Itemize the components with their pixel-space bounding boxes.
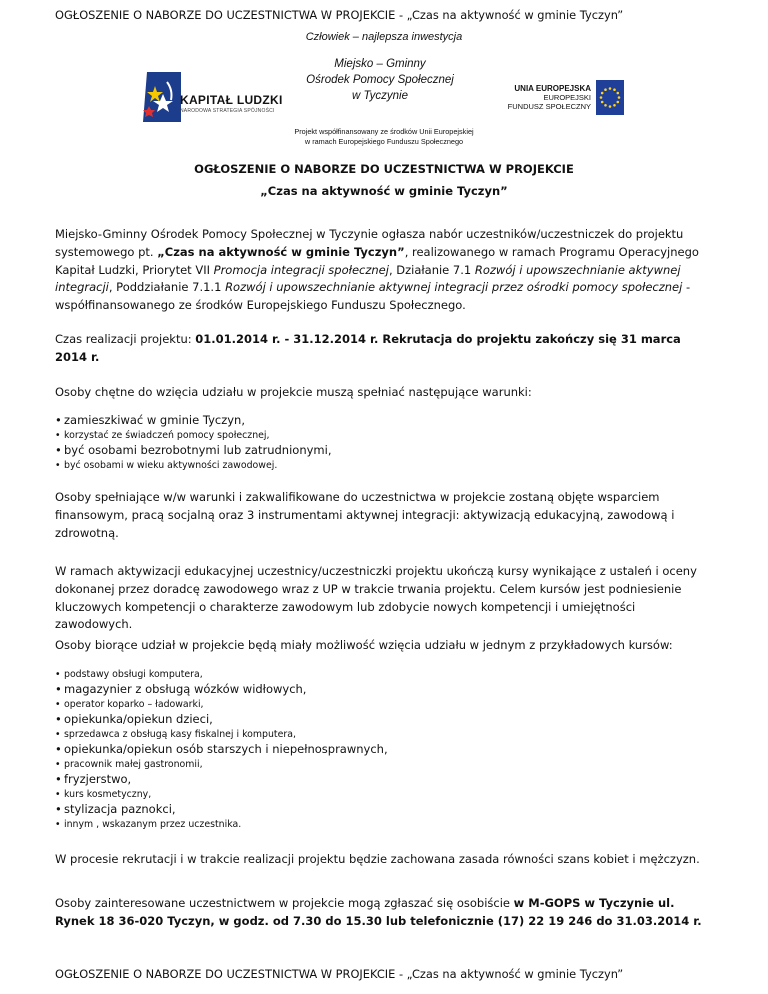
list-item: • opiekunka/opiekun osób starszych i niepełnosprawnych,	[55, 742, 388, 757]
conditions-intro: Osoby chętne do wzięcia udziału w projekcie muszą spełniać następujące warunki:	[55, 385, 532, 399]
equality-paragraph: W procesie rekrutacji i w trakcie realizacji projektu będzie zachowana zasada równości szans kobiet i mężczyzn.	[55, 852, 700, 866]
list-item: • fryzjerstwo,	[55, 772, 388, 787]
slogan: Człowiek – najlepsza inwestycja	[305, 31, 463, 43]
list-item: • być osobami bezrobotnymi lub zatrudnionymi,	[55, 443, 331, 458]
eu-star-icon	[609, 87, 612, 90]
project-funding-note	[0, 127, 768, 147]
list-item: • operator koparko – ładowarki,	[55, 697, 388, 712]
period-paragraph	[55, 331, 715, 367]
courses-list	[55, 667, 388, 832]
contact-paragraph	[55, 895, 715, 931]
eu-line-1: UNIA EUROPEJSKA	[514, 84, 591, 93]
document-title: OGŁOSZENIE O NABORZE DO UCZESTNICTWA W PROJEKCIE	[194, 162, 574, 176]
project-line-1: Projekt współfinansowany ze środków Unii Europejskiej	[294, 127, 474, 136]
mops-line-1: Miejsko – Gminny	[334, 58, 426, 70]
eu-star-icon	[616, 92, 619, 95]
list-item: • zamieszkiwać w gminie Tyczyn,	[55, 413, 331, 428]
support-paragraph: Osoby spełniające w/w warunki i zakwalifikowane do uczestnictwa w projekcie zostaną objęte wsparciem finansowym, pracą socjalną oraz 3 instrumentami aktywnej integracji: aktywizacją edukacyjną, zawodową i zdrowotną.	[55, 490, 675, 540]
mops-line-2: Ośrodek Pomocy Społecznej	[306, 74, 454, 86]
list-item: • być osobami w wieku aktywności zawodowej.	[55, 458, 331, 473]
kapital-ludzki-logo-icon	[143, 72, 181, 122]
intro-priority: Promocja integracji społecznej	[213, 262, 389, 277]
intro-paragraph	[55, 226, 715, 315]
list-item: • magazynier z obsługą wózków widłowych,	[55, 682, 388, 697]
intro-text-3: , Działanie 7.1	[388, 262, 475, 277]
intro-text-5: - współfinansowanego ze środków Europejskiego Funduszu Społecznego.	[55, 280, 691, 313]
list-item: • kurs kosmetyczny,	[55, 787, 388, 802]
eu-star-icon	[601, 92, 604, 95]
intro-text-1: Miejsko-Gminny Ośrodek Pomocy Społecznej w Tyczynie ogłasza nabór uczestników/uczestniczek do projektu systemowego pt.	[55, 227, 684, 259]
conditions-list	[55, 413, 331, 473]
education-paragraph: W ramach aktywizacji edukacyjnej uczestnicy/uczestniczki projektu ukończą kursy wynikające z ustaleń i oceny dokonanej przez doradcę zawodowego wraz z UP w trakcie trwania projektu. Celem kursów jest podniesienie kluczowych kompetencji o charakterze zawodowym lub zdobycie nowych kompetencji i umiejętności zawodowych.	[55, 564, 697, 632]
intro-project-name: „Czas na aktywność w gminie Tyczyn”	[157, 244, 405, 259]
list-item: • innym , wskazanym przez uczestnika.	[55, 817, 388, 832]
period-label: Czas realizacji projektu:	[55, 332, 196, 346]
eu-star-icon	[613, 88, 616, 91]
list-item: • korzystać ze świadczeń pomocy społecznej,	[55, 428, 331, 443]
eu-line-2: EUROPEJSKI	[543, 93, 591, 102]
eu-logo-text	[487, 84, 591, 111]
eu-flag-icon	[596, 80, 624, 115]
list-item: • pracownik małej gastronomii,	[55, 757, 388, 772]
list-item: • sprzedawca z obsługą kasy fiskalnej i komputera,	[55, 727, 388, 742]
eu-star-icon	[604, 104, 607, 107]
document-subtitle: „Czas na aktywność w gminie Tyczyn”	[260, 184, 508, 198]
page-header: OGŁOSZENIE O NABORZE DO UCZESTNICTWA W PROJEKCIE - „Czas na aktywność w gminie Tyczyn”	[55, 8, 624, 22]
period-dates: 01.01.2014 r. - 31.12.2014 r. Rekrutacja do projektu zakończy się 31 marca 2014 r.	[55, 332, 681, 364]
eu-star-icon	[613, 104, 616, 107]
list-item: • podstawy obsługi komputera,	[55, 667, 388, 682]
eu-star-icon	[618, 96, 621, 99]
contact-details: w M-GOPS w Tyczynie ul. Rynek 18 36-020 Tyczyn, w godz. od 7.30 do 15.30 lub telefonicznie (17) 22 19 246 do 31.03.2014 r.	[55, 896, 702, 928]
intro-text-4: , Poddziałanie 7.1.1	[108, 280, 226, 295]
list-item: • stylizacja paznokci,	[55, 802, 388, 817]
eu-star-icon	[601, 101, 604, 104]
kapital-ludzki-text	[180, 93, 283, 114]
intro-measure: Rozwój i upowszechnianie aktywnej integracji	[55, 262, 681, 295]
eu-star-icon	[600, 96, 603, 99]
intro-text-2: , realizowanego w ramach Programu Operacyjnego Kapitał Ludzki, Priorytet VII	[55, 244, 699, 277]
mops-line-3: w Tyczynie	[351, 90, 409, 102]
kapital-ludzki-title: KAPITAŁ LUDZKI	[180, 93, 283, 107]
intro-submeasure: Rozwój i upowszechnianie aktywnej integracji przez ośrodki pomocy społecznej	[225, 280, 683, 295]
page-footer: OGŁOSZENIE O NABORZE DO UCZESTNICTWA W PROJEKCIE - „Czas na aktywność w gminie Tyczyn”	[55, 967, 624, 981]
mops-logo-text	[300, 56, 460, 104]
eu-star-icon	[604, 88, 607, 91]
contact-label: Osoby zainteresowane uczestnictwem w projekcie mogą zgłaszać się osobiście	[55, 896, 514, 910]
courses-intro: Osoby biorące udział w projekcie będą miały możliwość wzięcia udziału w jednym z przykładowych kursów:	[55, 638, 673, 652]
eu-star-icon	[616, 101, 619, 104]
project-line-2: w ramach Europejskiego Funduszu Społecznego	[304, 137, 464, 146]
list-item: • opiekunka/opiekun dzieci,	[55, 712, 388, 727]
kapital-ludzki-subtitle: NARODOWA STRATEGIA SPÓJNOŚCI	[180, 108, 275, 114]
eu-line-3: FUNDUSZ SPOŁECZNY	[507, 102, 591, 111]
eu-star-icon	[609, 105, 612, 108]
